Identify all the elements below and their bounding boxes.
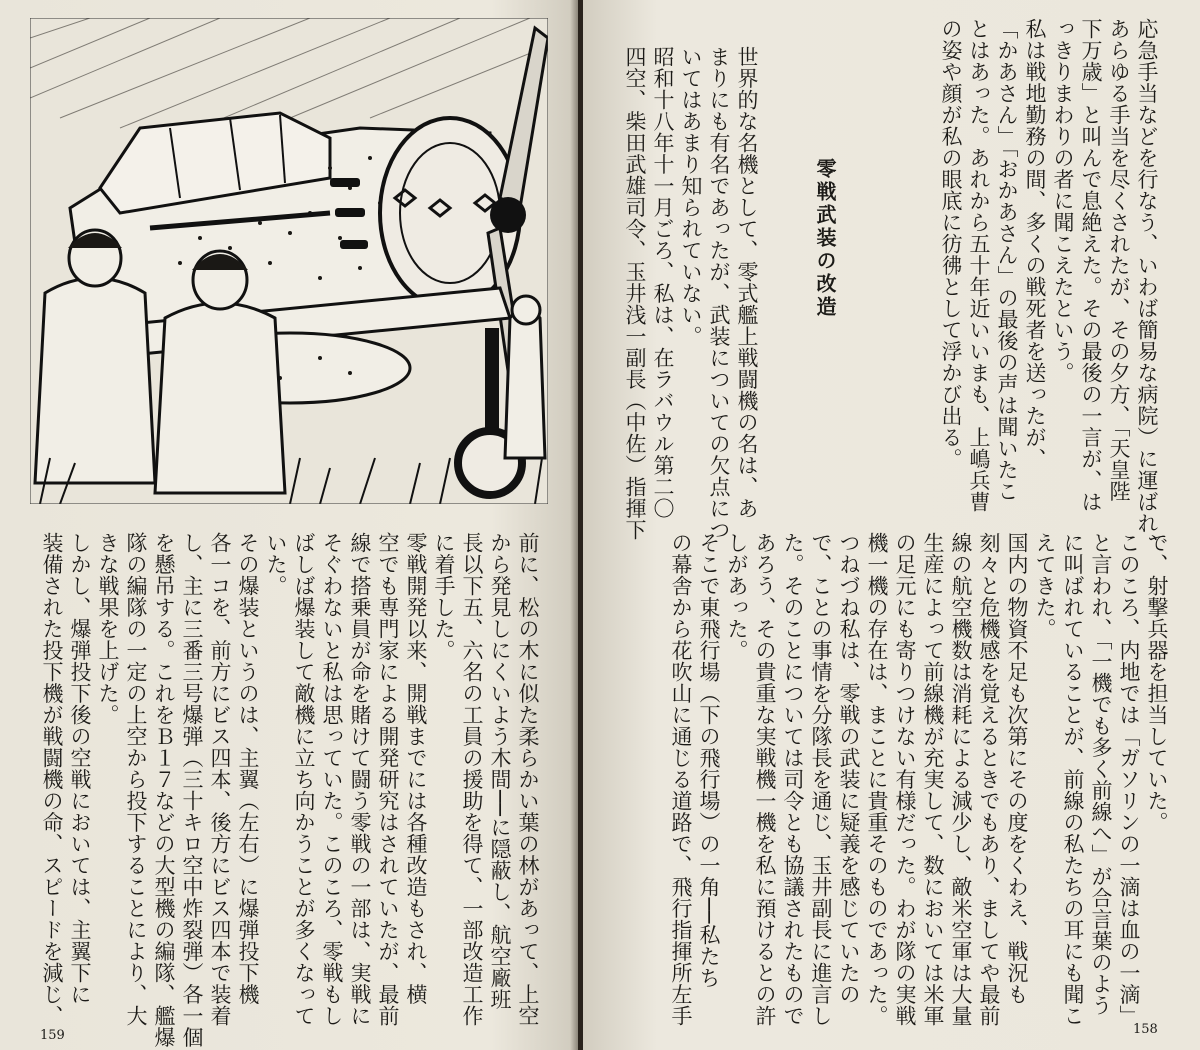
text-line: まりにも有名であったが、武装についての欠点につ [707, 46, 731, 541]
text-line: その爆装というのは、主翼（左右）に爆弾投下機 [236, 532, 260, 1005]
text-line: 下万歳」と叫んで息絶えた。その最後の一言が、は [1079, 18, 1103, 513]
text-line: 応急手当などを行なう、いわば簡易な病院）に運ばれ、 [1135, 18, 1159, 556]
text-line: に着手した。 [432, 532, 456, 661]
text-line: あらゆる手当を尽くされたが、その夕方、「天皇陛 [1107, 18, 1131, 502]
text-line: ばしば爆装して敵機に立ち向かうことが多くなって [292, 532, 316, 1027]
text-line: 世界的な名機として、零式艦上戦闘機の名は、あ [735, 46, 759, 519]
text-line: を懸吊する。これをＢ１７などの大型機の編隊、艦爆 [152, 532, 176, 1048]
text-line: に叫ばれていることが、前線の私たちの耳にも聞こ [1061, 532, 1085, 1027]
text-line: 国内の物資不足も次第にその度をくわえ、戦況も [1005, 532, 1029, 1005]
text-line: の足元にも寄りつけない有様だった。わが隊の実戦 [893, 532, 917, 1027]
text-line: そぐわないと私は思っていた。このころ、零戦もし [320, 532, 344, 1027]
text-line: 機一機の存在は、まことに貴重そのものであった。 [865, 532, 889, 1027]
text-line: 零戦開発以来、開戦までには各種改造もされ、横 [404, 532, 428, 1005]
page-number: 158 [1133, 1022, 1158, 1037]
text-line: 装備された投下機が戦闘機の命、スピードを減じ、 [40, 532, 64, 1027]
section-heading: 零戦武装の改造 [813, 158, 837, 319]
text-line: 空でも専門家による開発研究はされていたが、最前 [376, 532, 400, 1027]
text-line: 刻々と危機感を覚えるときでもあり、ましてや最前 [977, 532, 1001, 1027]
text-line: 線で搭乗員が命を賭けて闘う零戦の一部は、実戦に [348, 532, 372, 1027]
right-page-bottom-text [611, 532, 1171, 1032]
text-line: いた。 [264, 532, 288, 597]
text-line: の幕舎から花吹山に通じる道路で、飛行指揮所左手 [669, 532, 693, 1027]
zero-fighter-illustration [30, 18, 548, 504]
text-line: いてはあまり知られていない。 [679, 46, 703, 347]
text-line: 隊の編隊の一定の上空から投下することにより、大 [124, 532, 148, 1027]
text-line: 「かあさん」「おかあさん」の最後の声は聞いたこ [995, 18, 1019, 502]
text-line: と言われ、「一機でも多く前線へ」が合言葉のよう [1089, 532, 1113, 1016]
text-line: で、ことの事情を分隊長を通じ、玉井副長に進言し [809, 532, 833, 1027]
text-line: あろう、その貴重な実戦機一機を私に預けるとの許 [753, 532, 777, 1027]
left-page [0, 0, 578, 1050]
section-intro-text [611, 46, 761, 541]
right-page-top-text [901, 18, 1161, 556]
text-line: 前に、松の木に似た柔らかい葉の林があって、上空 [516, 532, 540, 1027]
text-line: の姿や顔が私の眼底に彷彿として浮かび出る。 [939, 18, 963, 470]
text-line: 私は戦地勤務の間、多くの戦死者を送ったが、 [1023, 18, 1047, 470]
text-line: 生産によって前線機が充実して、数においては米軍 [921, 532, 945, 1027]
text-line: 線の航空機数は消耗による減少し、敵米空軍は大量 [949, 532, 973, 1027]
text-line: 長以下五、六名の工員の援助を得て、一部改造工作 [460, 532, 484, 1027]
text-line: そこで東飛行場（下の飛行場）の一角──私たち [697, 532, 721, 989]
text-line: 各一コを、前方にビス四本、後方にビス四本で装着 [208, 532, 232, 1027]
text-line: きな戦果を上げた。 [96, 532, 120, 726]
text-line: っきりまわりの者に聞こえたという。 [1051, 18, 1075, 384]
text-line: このころ、内地では「ガソリンの一滴は血の一滴」 [1117, 532, 1141, 1027]
text-line: で、射撃兵器を担当していた。 [1145, 532, 1169, 833]
text-line: しかし、爆弾投下後の空戦においては、主翼下に [68, 532, 92, 1005]
text-line: た。そのことについては司令とも協議されたもので [781, 532, 805, 1027]
text-line: 昭和十八年十一月ごろ、私は、在ラバウル第二〇 [651, 46, 675, 519]
text-line: しがあった。 [725, 532, 749, 661]
page-number: 159 [40, 1028, 65, 1043]
text-line: から発見しにくいよう木間──に隠蔽し、航空廠班 [488, 532, 512, 1010]
text-line: 四空、柴田武雄司令、玉井浅一副長（中佐）指揮下 [623, 46, 647, 541]
text-line: し、主に三番三号爆弾（三十キロ空中炸裂弾）各一個 [180, 532, 204, 1048]
text-line: えてきた。 [1033, 532, 1057, 640]
right-page [583, 0, 1200, 1050]
text-line: とはあった。あれから五十年近いいまも、上嶋兵曹 [967, 18, 991, 513]
text-line: つねづね私は、零戦の武装に疑義を感じていたの [837, 532, 861, 1005]
